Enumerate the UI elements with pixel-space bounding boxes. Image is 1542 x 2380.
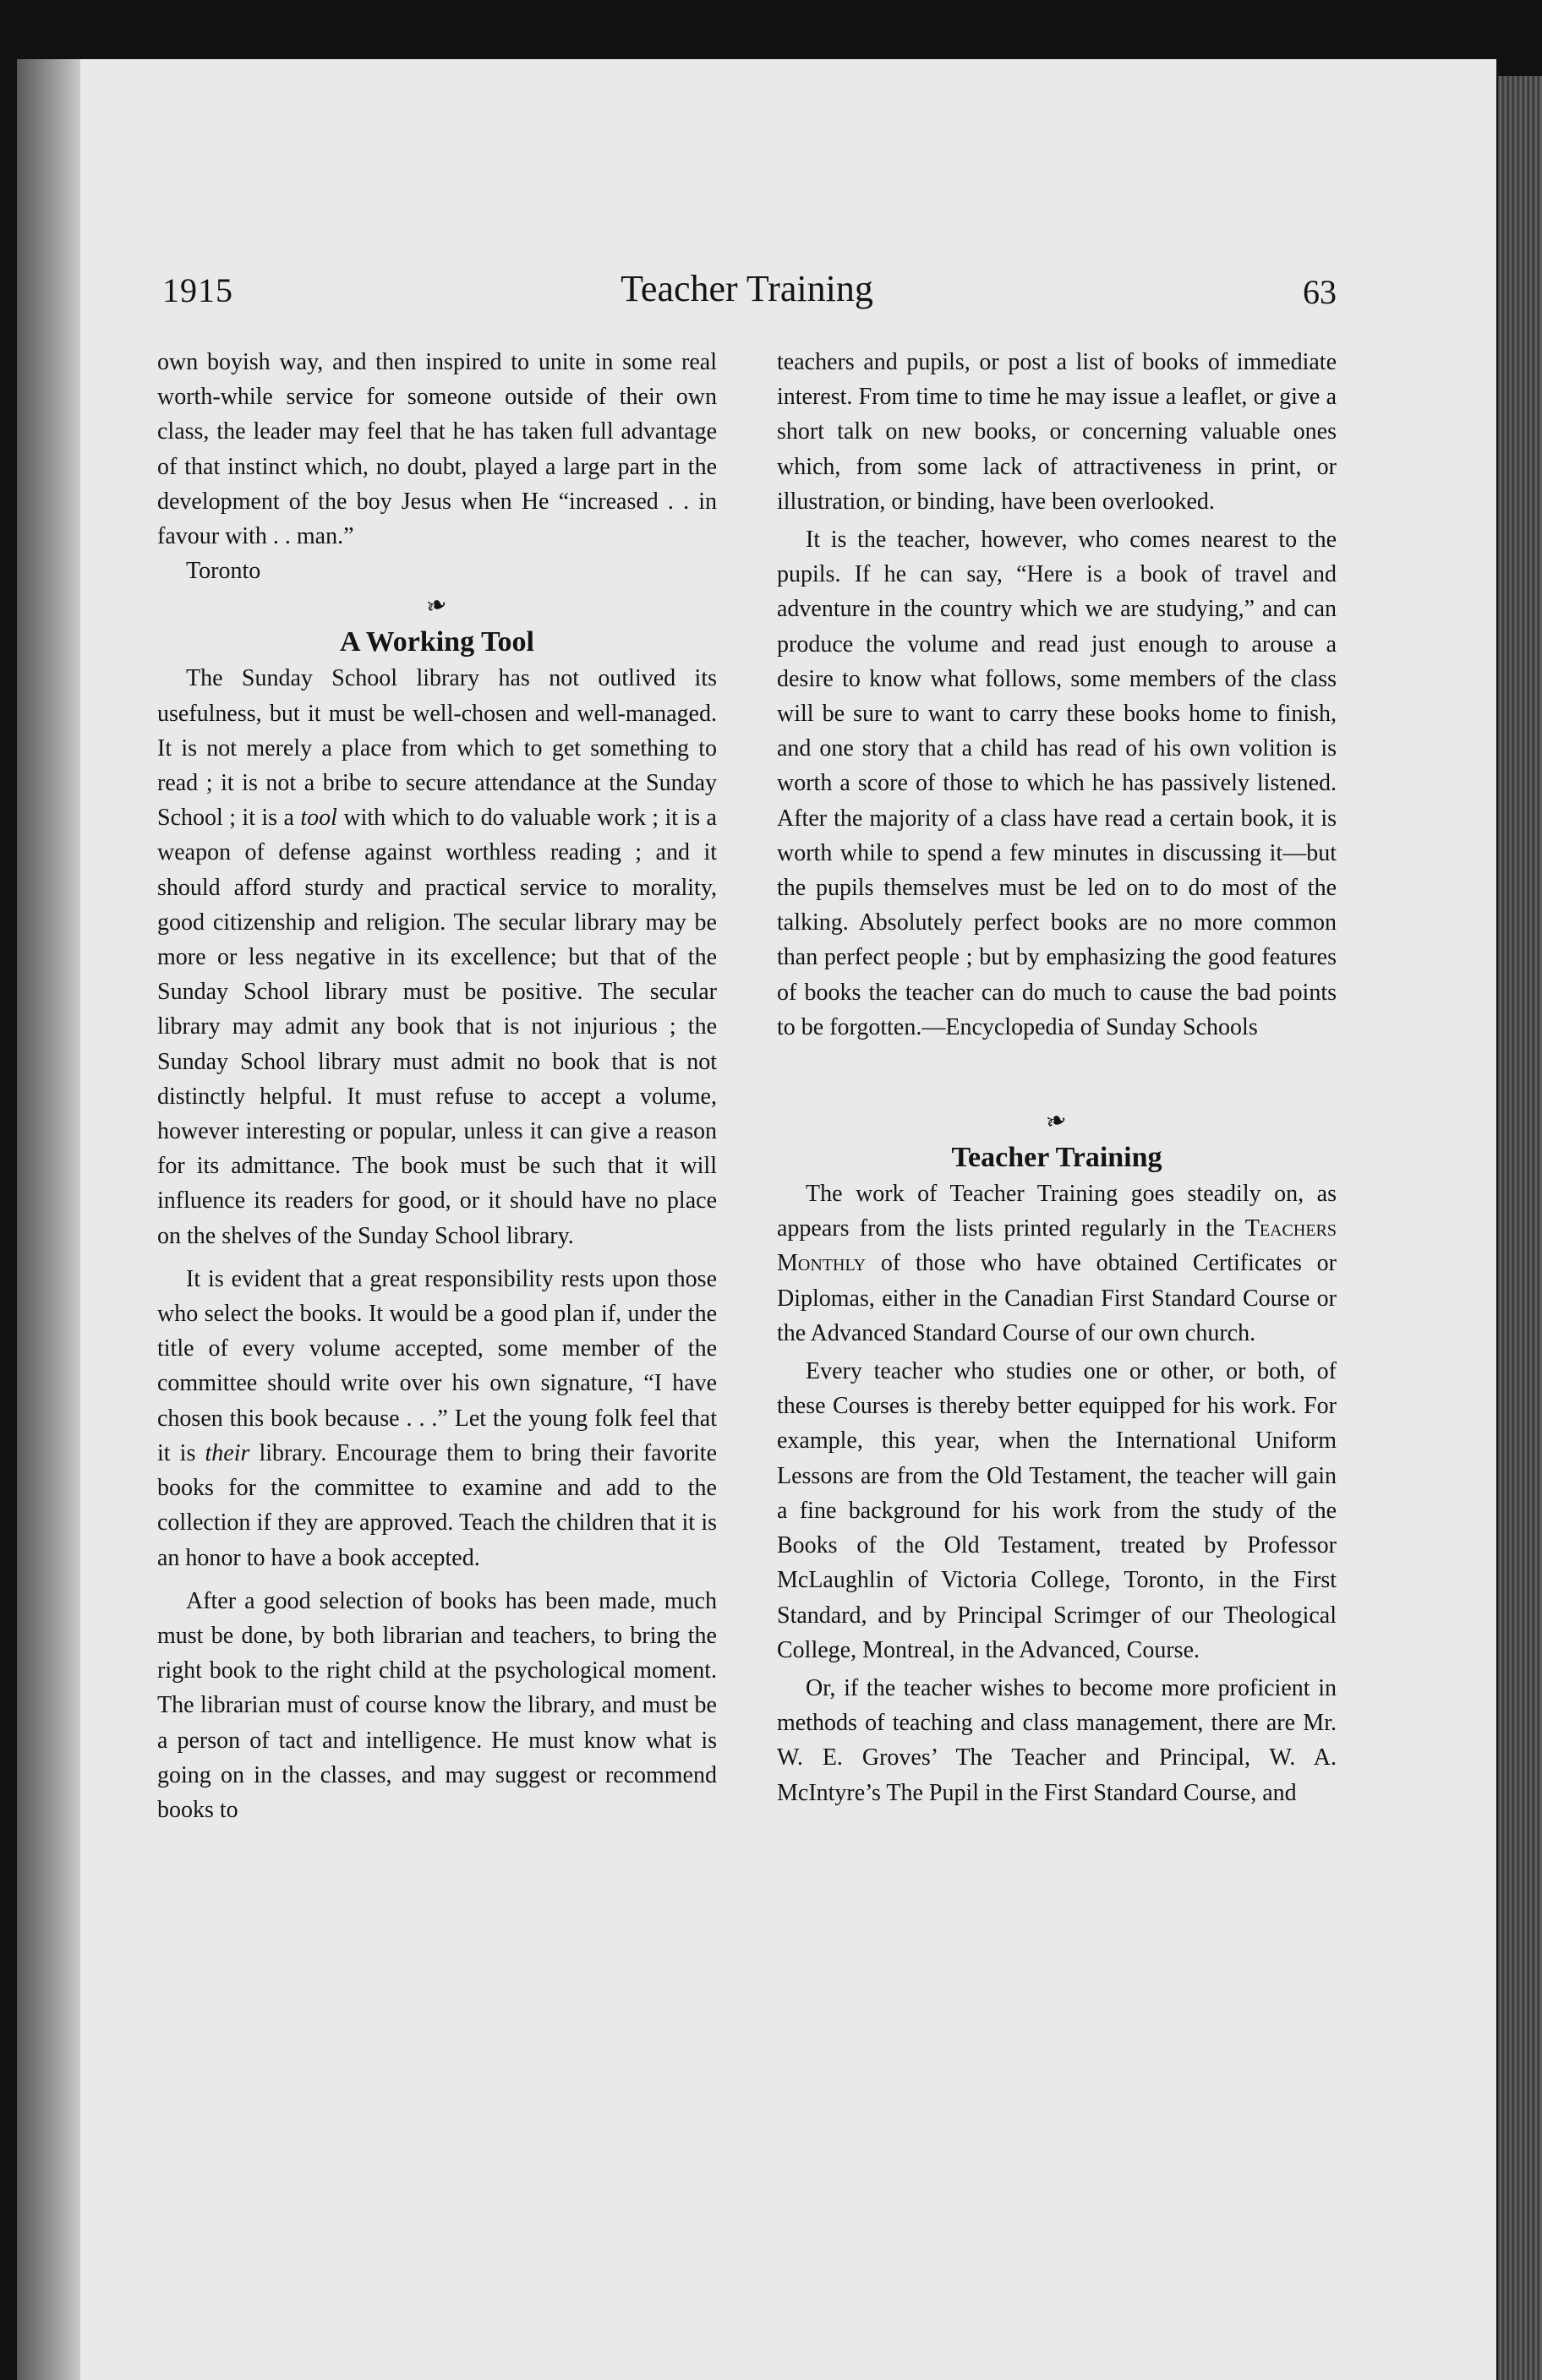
binding-gutter: [17, 59, 80, 2380]
text-block: [157, 270, 1337, 2130]
fleuron-glyph: ❧: [423, 589, 451, 623]
section-heading-teacher-training: Teacher Training: [951, 1142, 1162, 1174]
page-number: 63: [1303, 273, 1337, 311]
text-run: The work of Teacher Training goes steadily on, as appears from the lists printed regularly in the: [777, 1181, 1337, 1242]
text-run: It is evident that a great responsibility rests upon those who select the books. It would be a good plan if, under the title of every volume accepted, some member of the committee should write over his own signature, “I have chosen this book because . . .” Let the young folk feel that it is: [157, 1265, 717, 1466]
emphasis-tool: tool: [300, 805, 337, 832]
paragraph-selection: After a good selection of books has been made, much must be done, by both librarian and teachers, to bring the right book to the right child at the psychological moment. The librarian must of course know the library, and must be a person of tact and intelligence. He must know what is going on in the classes, and may suggest or recommend books to: [157, 1587, 717, 1823]
fleuron-ornament: [157, 588, 717, 624]
section-heading-working-tool: A Working Tool: [340, 626, 534, 658]
fleuron-ornament: [777, 1104, 1337, 1139]
text-run: of those who have obtained Certificates or Diplomas, either in the Canadian First Standard Course or the Advanced Standard Course of our own church.: [777, 1250, 1337, 1346]
header-title: Teacher Training: [621, 268, 873, 309]
paragraph-teacher: It is the teacher, however, who comes nearest to the pupils. If he can say, “Here is a book of travel and adventure in the country which we are studying,” and can produce the volume and read just enough to arouse a desire to know what follows, some members of the class will be sure to want to carry these books home to finish, and one story that a child has read of his own volition is worth a score of those to which he has passively listened. After the majority of a class have read a certain book, it is worth while to spend a few minutes in discussing it—but the pupils themselves must be led on to do most of the talking. Absolutely perfect books are no more common than perfect people ; but by emphasizing the good features of books the teacher can do much to cause the bad points to be forgotten.—Encyclopedia of Sunday Schools: [777, 527, 1337, 1040]
two-column-body: [157, 345, 1337, 1827]
paragraph-training: [777, 1176, 1337, 1351]
paragraph-library: [157, 661, 717, 1253]
fleuron-glyph: ❧: [1042, 1105, 1071, 1138]
small-caps-teachers-monthly: Teachers Monthly: [777, 1215, 1337, 1277]
paragraph-responsibility: [157, 1262, 717, 1575]
running-head: [157, 270, 1337, 321]
signature-place: Toronto: [186, 558, 261, 585]
header-year: 1915: [162, 271, 233, 309]
text-run: library. Encourage them to bring their favorite books for the committee to examine and add to the collection if they are approved. Teach the children that it is an honor to have a book accepted.: [157, 1439, 717, 1571]
emphasis-their: their: [205, 1439, 250, 1466]
paragraph-methods: Or, if the teacher wishes to become more proficient in methods of teaching and class management, there are Mr. W. E. Groves’ The Teacher and Principal, W. A. McIntyre’s The Pupil in the First Standard Course, and: [777, 1674, 1337, 1806]
text-run: The Sunday School library has not outlived its usefulness, but it must be well-chosen and well-managed. It is not merely a place from which to get something to read ; it is not a bribe to secure attendance at the Sunday School ; it is a: [157, 665, 717, 832]
left-column: [157, 345, 717, 1827]
paragraph-continuation: teachers and pupils, or post a list of books of immediate interest. From time to time he may issue a leaflet, or give a short talk on new books, or concerning valuable ones which, from some lack of attractiveness in print, or illustration, or binding, have been overlooked.: [777, 349, 1337, 515]
paragraph-courses: Every teacher who studies one or other, or both, of these Courses is thereby better equipped for his work. For example, this year, when the International Uniform Lessons are from the Old Testament, the teacher will gain a fine background for his work from the study of the Books of the Old Testament, treated by Professor McLaughlin of Victoria College, Toronto, in the First Standard, and by Principal Scrimger of our Theological College, Montreal, in the Advanced, Course.: [777, 1358, 1337, 1663]
right-column: [777, 345, 1337, 1827]
text-run: with which to do valuable work ; it is a weapon of defense against worthless reading ; and it should afford sturdy and practical service to morality, good citizenship and religion. The secular library may be more or less negative in its excellence; but that of the Sunday School library must be positive. The secular library may admit any book that is not injurious ; the Sunday School library must admit no book that is not distinctly helpful. It must refuse to accept a volume, however interesting or popular, unless it can give a reason for its admittance. The book must be such that it will influence its readers for good, or it should have no place on the shelves of the Sunday School library.: [157, 805, 717, 1249]
page-edges: [1498, 76, 1542, 2380]
paragraph-continuation: own boyish way, and then inspired to unite in some real worth-while service for someone outside of their own class, the leader may feel that he has taken full advantage of that instinct which, no doubt, played a large part in the development of the boy Jesus when He “increased . . in favour with . . man.”: [157, 349, 717, 550]
